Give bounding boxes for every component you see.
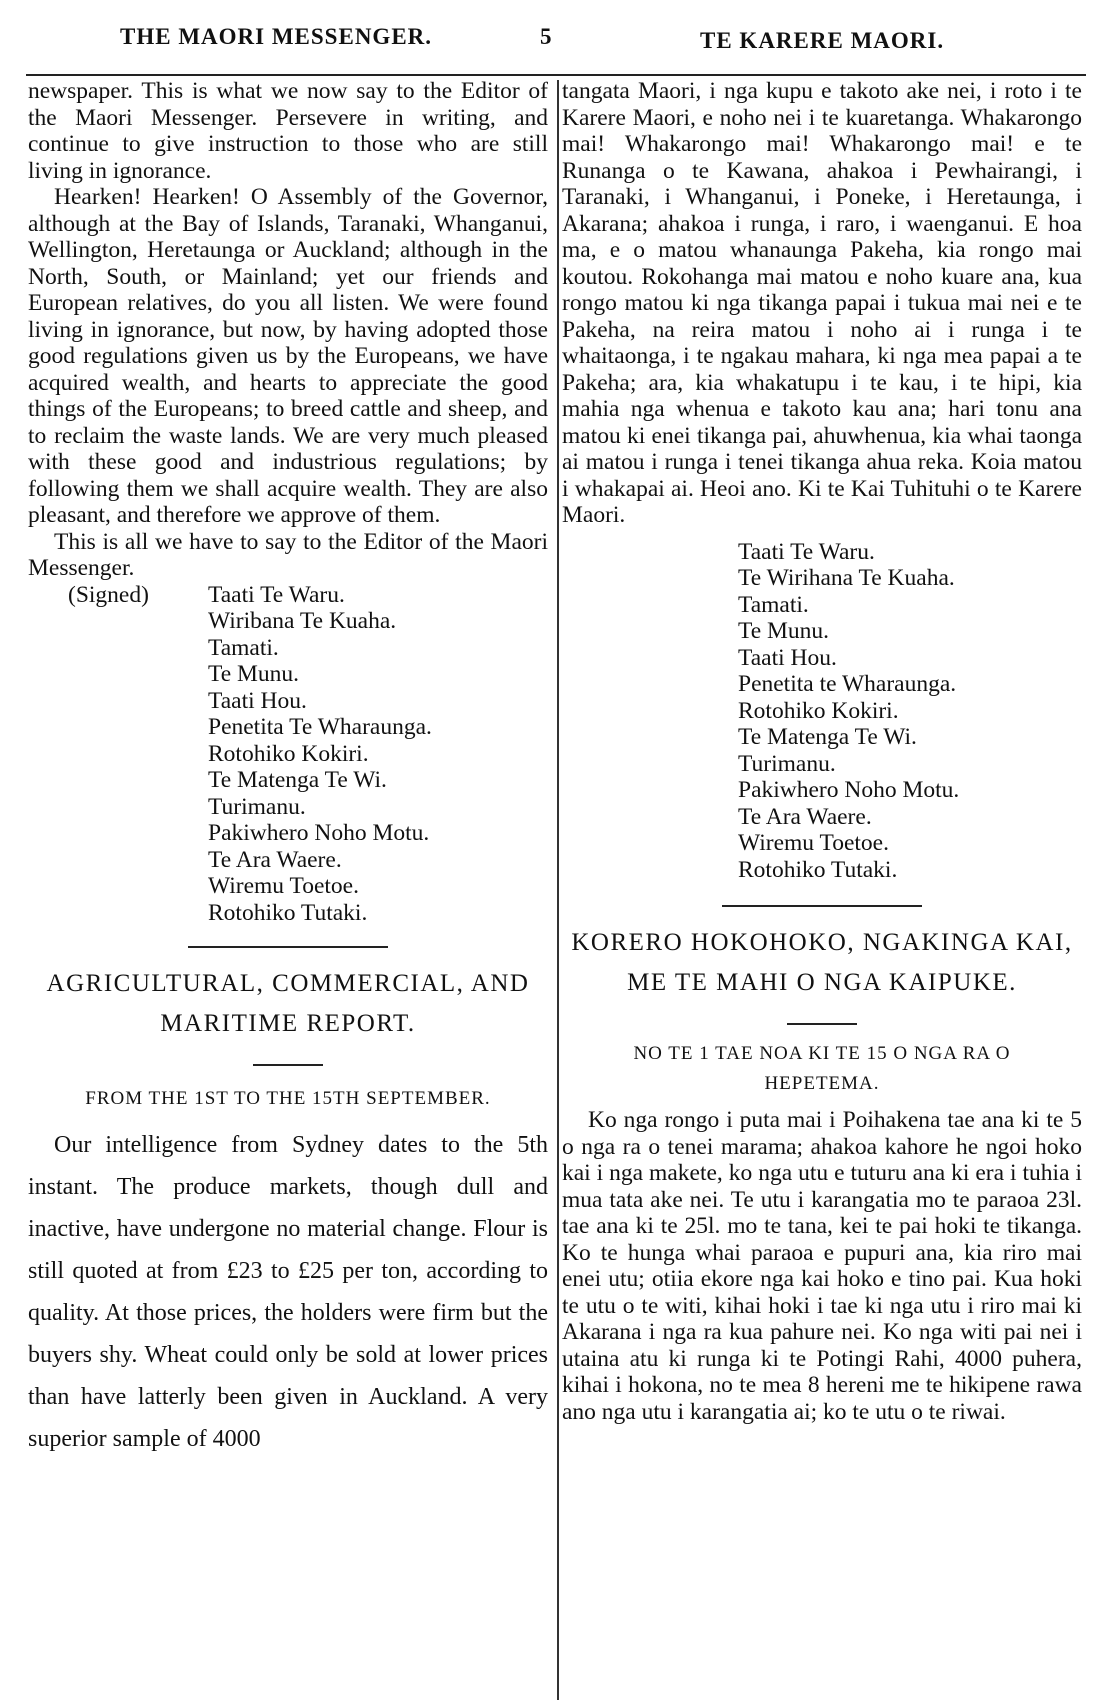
short-rule [253, 1064, 323, 1066]
signatures-block [28, 582, 548, 927]
signatory: Turimanu. [208, 793, 306, 820]
signatory: Taati Hou. [738, 644, 837, 671]
signatory: Rotohiko Kokiri. [208, 740, 369, 767]
signatory: Te Ara Waere. [738, 803, 872, 830]
signatory: Taati Hou. [208, 687, 307, 714]
masthead-maori-title: TE KARERE MAORI. [700, 28, 945, 53]
page-number: 5 [540, 24, 552, 49]
masthead-english-title: THE MAORI MESSENGER. [120, 24, 433, 49]
letter-main-paragraph: Hearken! Hearken! O Assembly of the Governor, although at the Bay of Islands, Taranaki, Whanganui, Wellington, Heretaunga or Auckland; although in the North, South, or Mainland; yet our friends and European relatives, do you all listen. We were found living in ignorance, but now, by having adopted those good regulations given us by the Europeans, we have acquired wealth, and hearts to appreciate the good things of the Europeans; to breed cattle and sheep, and to reclaim the waste lands. We are very much pleased with these good and industrious regulations; by following them we shall acquire wealth. They are also pleasant, and therefore we approve of them. [28, 184, 548, 528]
maori-column [562, 78, 1082, 1425]
report-paragraph-maori: Ko nga rongo i puta mai i Poihakena tae ana ki te 5 o nga ra o tenei marama; ahakoa kahore he ngoi hoko kai i nga makete, ko nga utu e tuturu ana ki era i tuhia i mua tata ake nei. Te utu i karangatia mo te paraoa 23l. tae ana ki te 25l. mo te tana, kei te pai hoki te tikanga. Ko te hunga whai paraoa e pupuri ana, kia riro mai enei utu; otiia ekore nga kai hoko e tino pai. Kua hoki te utu o te witi, kihai hoki i tae ki nga utu i riro mai ki Akarana i nga ra kua pahure nei. Ko nga witi pai nei i utaina atu ki runga ki te Potingi Rahi, 4000 puhera, kihai i hokona, no te mea 8 hereni me te hikipene rawa ano nga utu i karangatia ai; ko te utu o te riwai. [562, 1107, 1082, 1425]
signatory: Tamati. [738, 591, 809, 618]
report-date-maori: NO TE 1 TAE NOA KI TE 15 O NGA RA O [633, 1043, 1011, 1064]
signatory: Wiribana Te Kuaha. [208, 608, 397, 634]
report-heading-maori-line2: ME TE MAHI O NGA KAIPUKE. [627, 969, 1017, 996]
section-rule [722, 905, 922, 907]
short-rule [787, 1023, 857, 1025]
signatory-list [208, 582, 548, 927]
signatory: Rotohiko Kokiri. [738, 697, 899, 724]
signatory: Taati Te Waru. [738, 538, 875, 565]
report-heading: AGRICULTURAL, COMMERCIAL, AND [46, 970, 530, 997]
signatory: Te Munu. [208, 661, 300, 687]
section-rule [188, 946, 388, 948]
signatory: Te Munu. [738, 618, 830, 644]
letter-closing-paragraph: This is all we have to say to the Editor of the Maori Messenger. [28, 528, 548, 581]
report-heading-line2: MARITIME REPORT. [160, 1010, 416, 1037]
signatory: Penetita Te Wharaunga. [208, 714, 432, 740]
signatory: Turimanu. [738, 750, 836, 777]
signatory-list-maori [738, 539, 1082, 884]
report-paragraph: Our intelligence from Sydney dates to the 5th instant. The produce markets, though dull and inactive, have undergone no material change. Flour is still quoted at from £23 to £25 per ton, according to quality. At those prices, the holders were firm but the buyers shy. Wheat could only be sold at lower prices than have latterly been given in Auckland. A very superior sample of 4000 [28, 1132, 548, 1452]
signatory: Taati Te Waru. [208, 581, 345, 608]
english-column [28, 78, 548, 1460]
letter-paragraph-maori: tangata Maori, i nga kupu e takoto ake nei, i roto i te Karere Maori, e noho nei i te kuaretanga. Whakarongo mai! Whakarongo mai! Whakarongo mai! e te Runanga o te Kawana, ahakoa i Pewhairangi, i Taranaki, i Whanganui, i Poneke, i Heretaunga, i Akarana; ahakoa i runga, i raro, i waenganui. E hoa ma, e o matou whanaunga Pakeha, kia rongo mai koutou. Rokohanga mai matou e noho kuare ana, kua rongo matou ki nga tikanga papai i tukua mai nei e te Pakeha, na reira matou i noho ai i runga i te whaitaonga, i te ngakau mahara, ki nga mea papai a te Pakeha; ara, kia whakatupu i te kau, i te hipi, kia mahia nga whenua e takoto kau ana; hari tonu ana matou ki enei tikanga pai, ahuwhenua, kia whai taonga ai matou i runga i tenei tikanga ahua reka. Koia matou i whakapai ai. Heoi ano. Ki te Kai Tuhituhi o te Karere Maori. [562, 78, 1082, 528]
signatory: Rotohiko Tutaki. [208, 899, 368, 926]
signatory: Pakiwhero Noho Motu. [208, 820, 430, 846]
signatory: Te Matenga Te Wi. [208, 767, 387, 793]
signatory: Tamati. [208, 634, 279, 661]
masthead [0, 24, 1114, 64]
signatory: Wiremu Toetoe. [738, 830, 889, 856]
letter-opening-paragraph: newspaper. This is what we now say to the Editor of the Maori Messenger. Persevere in writing, and continue to give instruction to those who are still living in ignorance. [28, 78, 548, 184]
report-date-maori-line2: HEPETEMA. [764, 1073, 880, 1094]
signatory: Pakiwhero Noho Motu. [738, 777, 960, 803]
signatory: Te Matenga Te Wi. [738, 724, 917, 750]
signatory: Penetita te Wharaunga. [738, 671, 957, 697]
report-date: FROM THE 1ST TO THE 15TH SEPTEMBER. [85, 1088, 491, 1109]
signatory: Rotohiko Tutaki. [738, 856, 898, 883]
signatory: Te Wirihana Te Kuaha. [738, 565, 955, 591]
signatory: Wiremu Toetoe. [208, 873, 359, 899]
signatory: Te Ara Waere. [208, 846, 342, 873]
signed-label: (Signed) [68, 581, 149, 608]
column-divider [557, 80, 559, 1700]
header-rule [26, 74, 1086, 76]
report-heading-maori: KORERO HOKOHOKO, NGAKINGA KAI, [571, 929, 1073, 956]
